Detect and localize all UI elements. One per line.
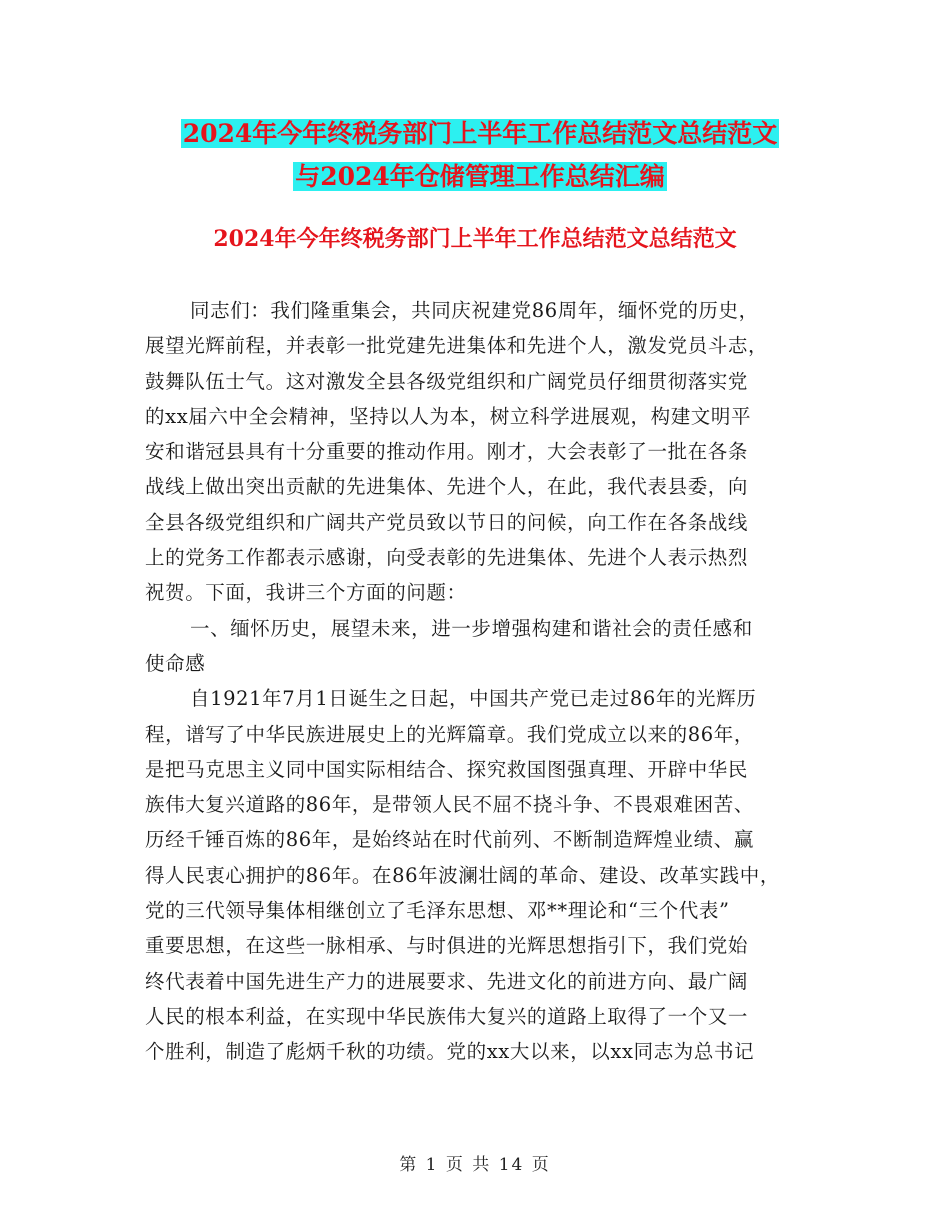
body-line: 个胜利，制造了彪炳千秋的功绩。党的xx大以来，以xx同志为总书记 [145,1040,755,1064]
body-line: 的xx届六中全会精神，坚持以人为本，树立科学进展观，构建文明平 [145,404,752,428]
body-line: 全县各级党组织和广阔共产党员致以节日的问候，向工作在各条战线 [145,510,749,534]
body-line: 安和谐冠县具有十分重要的推动作用。刚才，大会表彰了一批在各条 [145,440,749,464]
body-line: 人民的根本利益，在实现中华民族伟大复兴的道路上取得了一个又一 [145,1004,749,1028]
document-title-line2: 与2024年仓储管理工作总结汇编 [295,162,665,191]
body-line: 党的三代领导集体相继创立了毛泽东思想、邓**理论和“三个代表” [145,899,730,923]
section-heading-line: 一、缅怀历史，展望未来，进一步增强构建和谐社会的责任感和 [190,616,753,640]
body-line: 祝贺。下面，我讲三个方面的问题： [145,581,467,605]
body-line: 得人民衷心拥护的86年。在86年波澜壮阔的革命、建设、改革实践中， [145,863,780,887]
body-line: 鼓舞队伍士气。这对激发全县各级党组织和广阔党员仔细贯彻落实党 [145,369,749,393]
body-line: 历经千锤百炼的86年，是始终站在时代前列、不断制造辉煌业绩、赢 [145,828,754,852]
section-heading-line: 使命感 [145,651,206,675]
body-line: 战线上做出突出贡献的先进集体、先进个人，在此，我代表县委，向 [145,475,749,499]
body-line: 程，谱写了中华民族进展史上的光辉篇章。我们党成立以来的86年， [145,722,754,746]
body-line: 同志们：我们隆重集会，共同庆祝建党86周年，缅怀党的历史， [190,299,759,322]
document-title [140,112,820,198]
document-title-line1: 2024年今年终税务部门上半年工作总结范文总结范文 [182,119,778,148]
body-line: 自1921年7月1日诞生之日起，中国共产党已走过86年的光辉历 [190,687,757,711]
body-text [145,293,825,1070]
body-line: 重要思想，在这些一脉相承、与时俱进的光辉思想指引下，我们党始 [145,934,749,958]
body-line: 是把马克思主义同中国实际相结合、探究救国图强真理、开辟中华民 [145,757,749,781]
section-title: 2024年今年终税务部门上半年工作总结范文总结范文 [213,226,737,252]
body-line: 展望光辉前程，并表彰一批党建先进集体和先进个人，激发党员斗志， [145,334,769,358]
body-line: 终代表着中国先进生产力的进展要求、先进文化的前进方向、最广阔 [145,969,749,993]
body-line: 族伟大复兴道路的86年，是带领人民不屈不挠斗争、不畏艰难困苦、 [145,793,754,817]
body-line: 上的党务工作都表示感谢，向受表彰的先进集体、先进个人表示热烈 [145,546,749,570]
page-footer: 第 1 页 共 14 页 [399,1155,551,1175]
